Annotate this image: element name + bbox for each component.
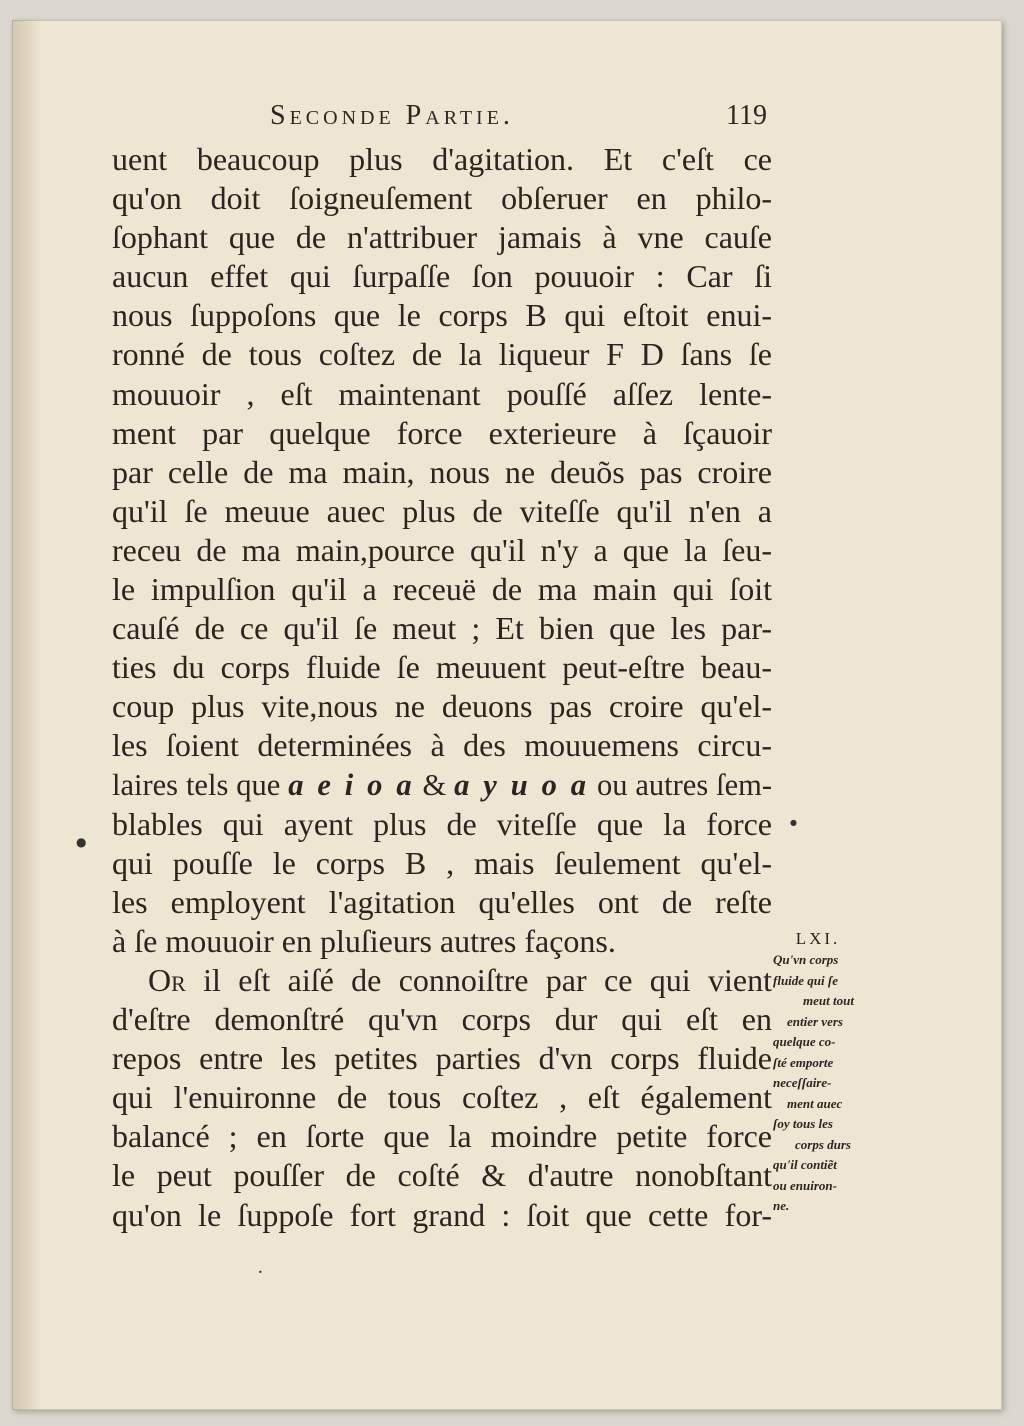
text-line: receu de ma main,pource qu'il n'y a que la ſeu- [112,531,772,568]
running-title: Seconde Partie. [270,100,514,131]
text-line: les employent l'agitation qu'elles ont de reſte [112,883,772,920]
text-line: d'eſtre demonſtré qu'vn corps dur qui eſt en [112,1001,772,1038]
margin-note-line: meut tout [803,993,854,1008]
margin-note-line: quelque co- [773,1034,836,1049]
text-line: coup plus vite,nous ne deuons pas croire qu'el- [112,688,772,725]
text-line: le impulſion qu'il a receuë de ma main qui ſoit [112,571,772,608]
margin-note-line: neceſſaire- [773,1075,832,1090]
margin-note-line: ſté emporte [773,1054,834,1070]
ink-speck: ● [790,818,797,827]
text-line: qu'on doit ſoigneuſement obſeruer en philo- [112,180,772,217]
margin-note-line: ne. [773,1198,790,1213]
text-line: à ſe mouuoir en pluſieurs autres façons. [112,922,616,959]
text-line: le peut pouſſer de coſté & d'autre nonobſtant [112,1157,772,1194]
text-line: qui pouſſe le corps B , mais ſeulement qu'el- [112,844,772,881]
body-text [112,140,772,1235]
line-segment: ou autres ſem- [589,767,772,802]
margin-note-line: entier vers [787,1013,843,1029]
text-line: les ſoient determinées à des mouuemens circu- [112,727,772,764]
text-line: ment par quelque force exterieure à ſçauoir [112,414,772,451]
margin-note-line: corps durs [795,1136,851,1152]
text-line: cauſé de ce qu'il ſe meut ; Et bien que les par- [112,610,772,647]
text-line: ſophant que de n'attribuer jamais à vne cauſe [112,219,772,256]
text-line: qui l'enuironne de tous coſtez , eſt également [112,1079,772,1116]
text-line: repos entre les petites parties d'vn corps fluide [112,1040,772,1077]
italic-letters: a e i o a [288,767,415,802]
text-line: qu'il ſe meuue auec plus de viteſſe qu'il n'en a [112,492,772,529]
paragraph-lead-word: Or [148,961,186,998]
text-line: par celle de ma main, nous ne deuõs pas croire [112,453,772,490]
text-line: ties du corps fluide ſe meuuent peut-eſtre beau- [112,649,772,686]
line-segment: il eſt aiſé de connoiſtre par ce qui vient [185,961,772,998]
text-line: ronné de tous coſtez de la liqueur F D ſans ſe [112,336,772,373]
ink-speck: ● [76,835,87,849]
margin-note-line: ment auec [787,1095,843,1111]
article-number: LXI. [795,929,841,948]
text-line: qu'on le ſuppoſe fort grand : ſoit que cette for- [112,1196,772,1233]
margin-note [773,928,883,1217]
text-line-with-italics [112,766,772,805]
page-number: 119 [726,100,767,131]
margin-note-line: qu'il contiẽt [773,1157,837,1172]
margin-note-line: fluide qui ſe [773,972,838,988]
text-line: nous ſuppoſons que le corps B qui eſtoit enui- [112,297,772,334]
text-line: balancé ; en ſorte que la moindre petite force [112,1118,772,1155]
margin-note-line: ou enuiron- [773,1177,837,1193]
text-line: aucun effet qui ſurpaſſe ſon pouuoir : Car ſi [112,258,772,295]
italic-letters: a y u o a [454,767,590,802]
binding-gutter-shadow [12,20,42,1410]
line-segment: & [414,767,455,802]
text-line: mouuoir , eſt maintenant pouſſé aſſez lente- [112,375,772,412]
line-segment: laires tels que [112,767,289,802]
text-line: uent beaucoup plus d'agitation. Et c'eſt ce [112,141,772,177]
margin-note-line: Qu'vn corps [773,952,839,967]
text-line: blables qui ayent plus de viteſſe que la force [112,805,772,842]
paragraph-start-line [112,961,772,1000]
margin-note-line: ſoy tous les [773,1116,833,1131]
running-head [270,100,770,134]
ink-speck: • [258,1268,263,1277]
